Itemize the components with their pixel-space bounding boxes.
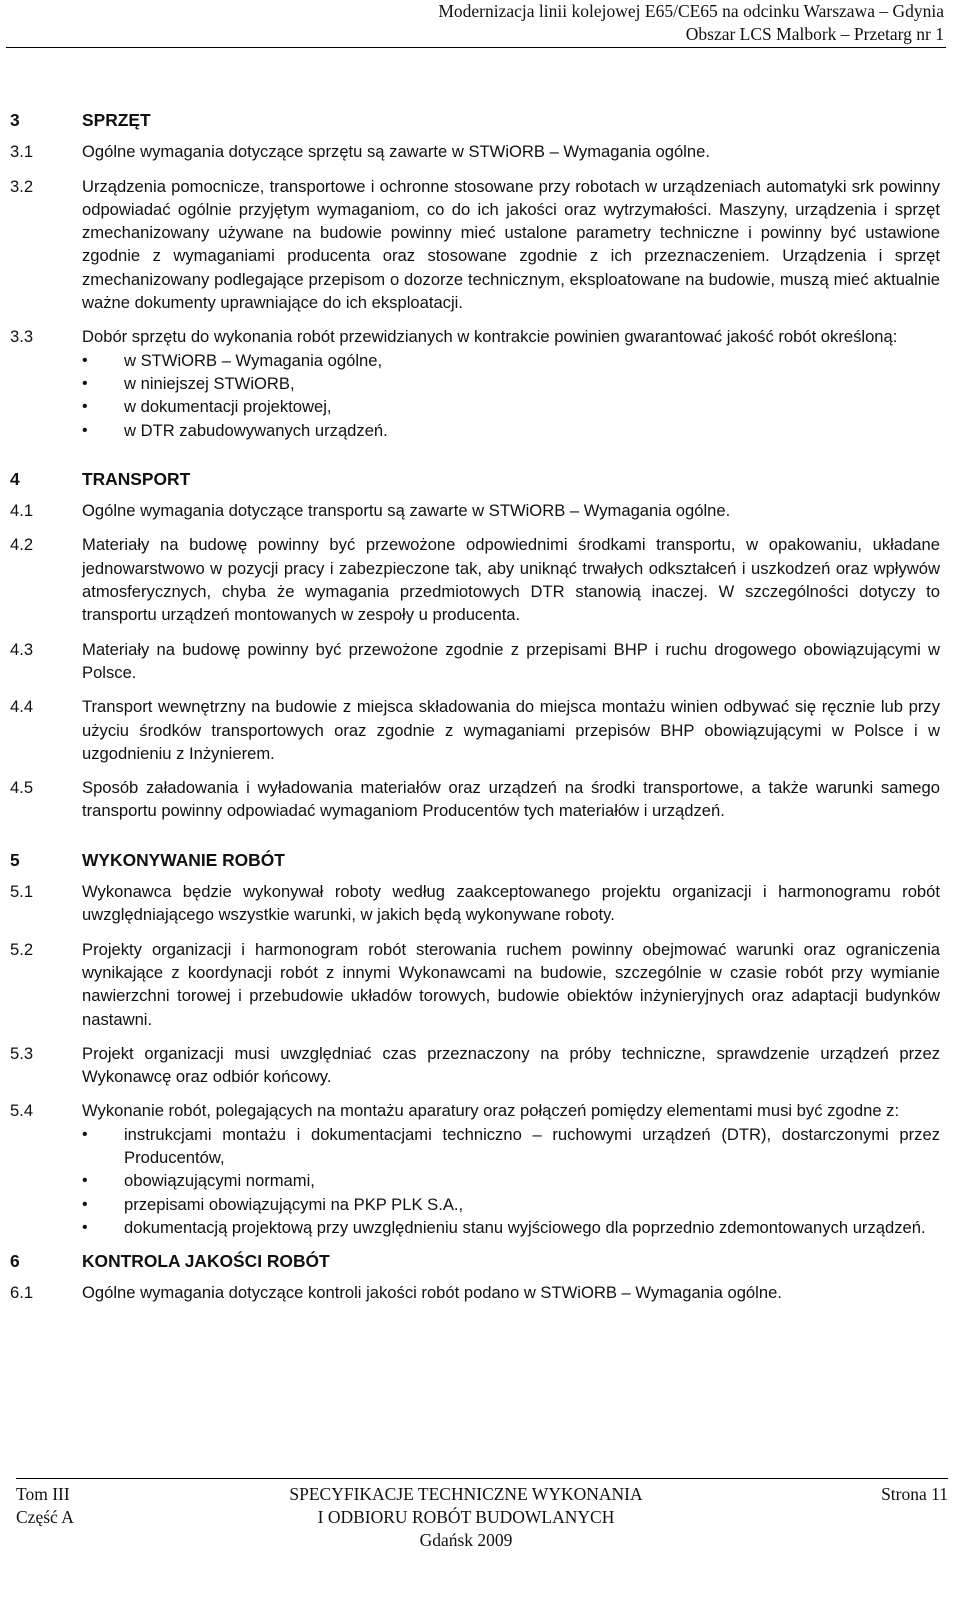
bullet-list <box>82 1123 940 1239</box>
paragraph-number: 5.4 <box>10 1101 34 1121</box>
paragraph-text: Projekt organizacji musi uwzględniać czas przeznaczony na próby techniczne, sprawdzenie urządzeń przez Wykonawcę oraz odbiór końcowy. <box>82 1043 940 1087</box>
paragraph-number: 4.5 <box>10 778 34 798</box>
paragraph-number: 6.1 <box>10 1283 34 1303</box>
paragraph-number: 4.3 <box>10 639 34 659</box>
paragraph-text: Materiały na budowę powinny być przewożone zgodnie z przepisami BHP i ruchu drogowego obowiązującymi w Polsce. <box>82 639 940 682</box>
page-footer <box>16 1478 948 1550</box>
paragraph-4-3 <box>10 638 940 685</box>
paragraph-5-2 <box>10 938 940 1031</box>
section-number: 5 <box>10 849 20 870</box>
footer-part-label: Część A <box>16 1507 74 1527</box>
footer-place-date: Gdańsk 2009 <box>419 1530 513 1550</box>
header-rule <box>6 47 946 48</box>
paragraph-number: 3.2 <box>10 176 34 196</box>
footer-title-line2: I ODBIORU ROBÓT BUDOWLANYCH <box>317 1507 615 1527</box>
paragraph-number: 3.3 <box>10 327 34 347</box>
paragraph-text: Dobór sprzętu do wykonania robót przewidzianych w kontrakcie powinien gwarantować jakość robót określoną: <box>82 327 898 347</box>
section-heading-4 <box>10 468 940 491</box>
footer-volume-label: Tom III <box>16 1484 70 1504</box>
page-header <box>4 0 944 46</box>
section-title: SPRZĘT <box>82 110 151 130</box>
list-item: • obowiązującymi normami, <box>82 1169 940 1192</box>
paragraph-text: Projekty organizacji i harmonogram robót sterowania ruchem powinny obejmować warunki oraz ograniczenia wynikające z koordynacji robót z innymi Wykonawcami na budowie, szczególnie w czasie robót przy wymianie nawierzchni torowej i przebudowie układów torowych, budowie obiektów inżynieryjnych oraz adaptacji budynków nastawni. <box>82 939 940 1029</box>
section-title: TRANSPORT <box>82 468 191 489</box>
footer-volume <box>16 1483 74 1529</box>
list-item: • w DTR zabudowywanych urządzeń. <box>82 419 940 442</box>
paragraph-3-3 <box>10 325 940 441</box>
footer-page-number: Strona 11 <box>881 1484 948 1504</box>
paragraph-text: Wykonanie robót, polegających na montażu aparatury oraz połączeń pomiędzy elementami musi być zgodne z: <box>82 1101 900 1121</box>
section-title: WYKONYWANIE ROBÓT <box>82 849 285 870</box>
paragraph-number: 5.1 <box>10 882 34 902</box>
list-item: • instrukcjami montażu i dokumentacjami techniczno – ruchowymi urządzeń (DTR), dostarczonymi przez Producentów, <box>82 1123 940 1170</box>
section-number: 4 <box>10 468 20 489</box>
paragraph-number: 3.1 <box>10 142 34 162</box>
list-item: • dokumentacją projektową przy uwzględnieniu stanu wyjściowego dla poprzednio zdemontowanych urządzeń. <box>82 1216 940 1239</box>
paragraph-text: Ogólne wymagania dotyczące kontroli jakości robót podano w STWiORB – Wymagania ogólne. <box>82 1283 782 1303</box>
paragraph-4-1 <box>10 499 940 522</box>
footer-title-line1: SPECYFIKACJE TECHNICZNE WYKONANIA <box>289 1484 643 1504</box>
paragraph-text: Wykonawca będzie wykonywał roboty według zaakceptowanego projektu organizacji i harmonogramu robót uwzględniającego wszystkie warunki, w jakich będą wykonywane roboty. <box>82 882 940 925</box>
section-title: KONTROLA JAKOŚCI ROBÓT <box>82 1251 330 1272</box>
paragraph-number: 4.2 <box>10 535 34 555</box>
list-item: • przepisami obowiązującymi na PKP PLK S.A., <box>82 1193 940 1216</box>
header-subtitle-line: Obszar LCS Malbork – Przetarg nr 1 <box>685 24 944 44</box>
paragraph-4-2 <box>10 533 940 626</box>
paragraph-3-2 <box>10 175 940 315</box>
section-heading-6 <box>10 1250 940 1273</box>
paragraph-text: Urządzenia pomocnicze, transportowe i ochronne stosowane przy robotach w urządzeniach automatyki srk powinny odpowiadać ogólnie przyjętym wymaganiom, co do ich jakości oraz wytrzymałości. Maszyny, urządzenia i sprzęt zmechanizowany używane na budowie powinny mieć ustalone parametry techniczne i powinny być ustawione zgodnie z wymaganiami producenta oraz stosowane zgodnie z ich przeznaczeniem. Urządzenia i sprzęt zmechanizowany podlegające przepisom o dozorze technicznym, eksploatowane na budowie, muszą mieć aktualnie ważne dokumenty uprawniające do ich eksploatacji. <box>82 176 940 313</box>
paragraph-number: 4.1 <box>10 501 34 521</box>
paragraph-5-4 <box>10 1099 940 1239</box>
section-heading-5 <box>10 849 940 872</box>
paragraph-3-1 <box>10 140 940 163</box>
paragraph-number: 5.3 <box>10 1043 34 1063</box>
footer-title <box>256 1483 676 1552</box>
paragraph-text: Ogólne wymagania dotyczące sprzętu są zawarte w STWiORB – Wymagania ogólne. <box>82 142 710 162</box>
list-item: • w STWiORB – Wymagania ogólne, <box>82 349 940 372</box>
paragraph-text: Transport wewnętrzny na budowie z miejsca składowania do miejsca montażu winien odbywać się ręcznie lub przy użyciu środków transportowych oraz zgodnie z wymaganiami przepisów BHP obowiązującymi w Polsce i w uzgodnieniu z Inżynierem. <box>82 697 940 763</box>
paragraph-4-4 <box>10 695 940 765</box>
paragraph-text: Materiały na budowę powinny być przewożone odpowiednimi środkami transportu, w opakowaniu, układane jednowarstwowo w pozycji pracy i zabezpieczone tak, aby uniknąć trwałych odkształceń i uszkodzeń oraz wpływów atmosferycznych, chyba że wymagania przedmiotowych DTR stanowią inaczej. W szczególności dotyczy to transportu urządzeń montowanych w zespoły u producenta. <box>82 535 940 625</box>
paragraph-4-5 <box>10 776 940 823</box>
paragraph-5-1 <box>10 880 940 927</box>
paragraph-number: 4.4 <box>10 697 34 717</box>
paragraph-number: 5.2 <box>10 939 34 959</box>
paragraph-6-1 <box>10 1281 940 1304</box>
paragraph-5-3 <box>10 1042 940 1089</box>
section-number: 3 <box>10 110 20 130</box>
paragraph-text: Sposób załadowania i wyładowania materiałów oraz urządzeń na środki transportowe, a także warunki samego transportu powinny odpowiadać wymaganiom Producentów tych materiałów i urządzeń. <box>82 778 940 821</box>
header-title-line: Modernizacja linii kolejowej E65/CE65 na odcinku Warszawa – Gdynia <box>438 1 944 21</box>
list-item: • w dokumentacji projektowej, <box>82 395 940 418</box>
bullet-list <box>82 349 940 442</box>
section-heading-3 <box>10 109 940 132</box>
paragraph-text: Ogólne wymagania dotyczące transportu są zawarte w STWiORB – Wymagania ogólne. <box>82 501 731 521</box>
document-body <box>10 103 940 1316</box>
list-item: • w niniejszej STWiORB, <box>82 372 940 395</box>
section-number: 6 <box>10 1251 20 1272</box>
